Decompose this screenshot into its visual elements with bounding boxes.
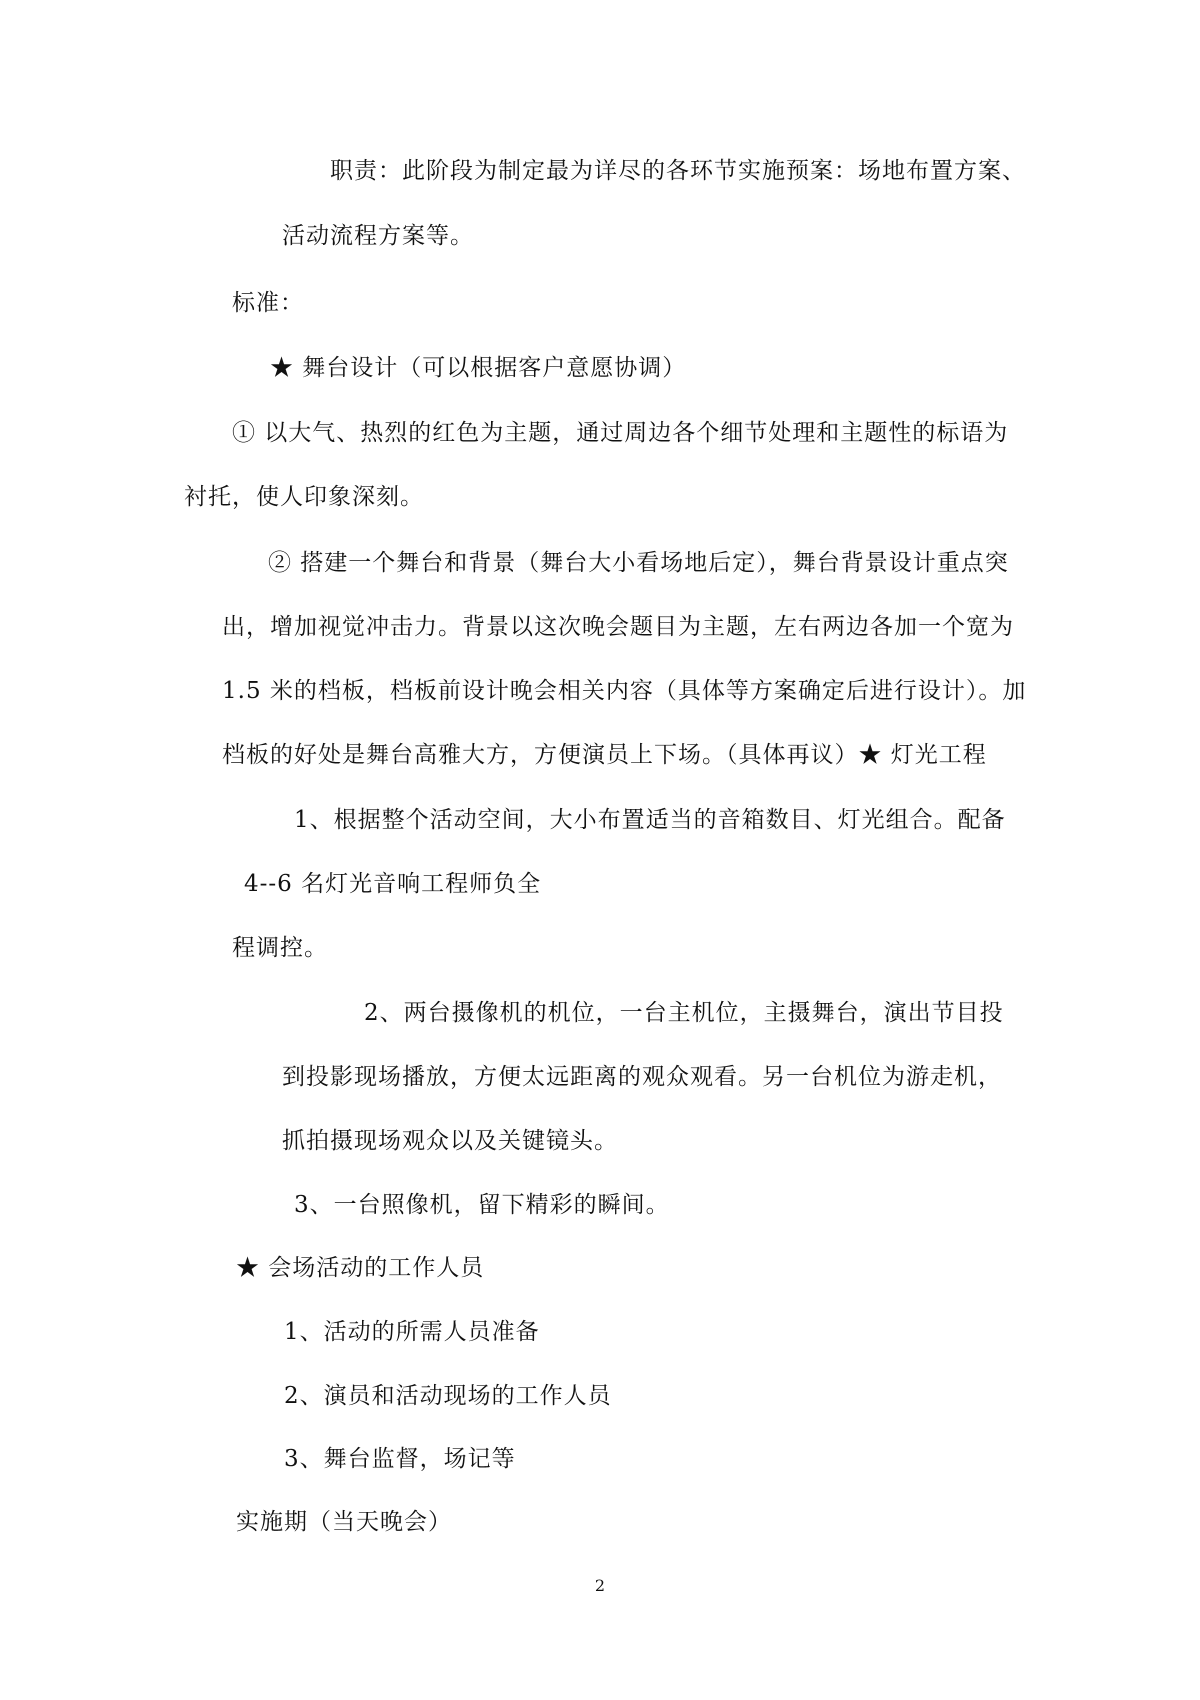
text-line: 抓拍摄现场观众以及关键镜头。 xyxy=(282,1128,618,1154)
text-line: ② 搭建一个舞台和背景（舞台大小看场地后定），舞台背景设计重点突 xyxy=(268,550,1009,576)
text-line: 1、活动的所需人员准备 xyxy=(284,1319,540,1345)
text-line: 衬托，使人印象深刻。 xyxy=(184,484,424,510)
text-line: 2、两台摄像机的机位，一台主机位，主摄舞台，演出节目投 xyxy=(364,1000,1004,1026)
text-line: 职责：此阶段为制定最为详尽的各环节实施预案：场地布置方案、 xyxy=(330,158,1026,184)
page-number: 2 xyxy=(594,1576,606,1595)
text-line: 标准： xyxy=(232,290,304,316)
text-line: 活动流程方案等。 xyxy=(282,223,474,249)
text-line: 3、一台照像机，留下精彩的瞬间。 xyxy=(294,1192,670,1218)
text-line: 1、根据整个活动空间，大小布置适当的音箱数目、灯光组合。配备 xyxy=(294,807,1006,833)
text-line: 1.5 米的档板，档板前设计晚会相关内容（具体等方案确定后进行设计）。加 xyxy=(222,678,1027,704)
text-line: 实施期（当天晚会） xyxy=(236,1509,452,1535)
text-line: 4--6 名灯光音响工程师负全 xyxy=(244,871,542,897)
text-line: 到投影现场播放，方便太远距离的观众观看。另一台机位为游走机， xyxy=(282,1064,1002,1090)
text-line: 程调控。 xyxy=(232,935,328,961)
text-line: ★ 会场活动的工作人员 xyxy=(236,1255,485,1281)
text-line: 档板的好处是舞台高雅大方，方便演员上下场。（具体再议）★ 灯光工程 xyxy=(222,742,987,768)
text-line: ★ 舞台设计（可以根据客户意愿协调） xyxy=(270,355,687,381)
text-line: ① 以大气、热烈的红色为主题，通过周边各个细节处理和主题性的标语为 xyxy=(232,420,1009,446)
text-line: 2、演员和活动现场的工作人员 xyxy=(284,1383,612,1409)
text-line: 出，增加视觉冲击力。背景以这次晚会题目为主题，左右两边各加一个宽为 xyxy=(222,614,1014,640)
text-line: 3、舞台监督，场记等 xyxy=(284,1446,516,1472)
